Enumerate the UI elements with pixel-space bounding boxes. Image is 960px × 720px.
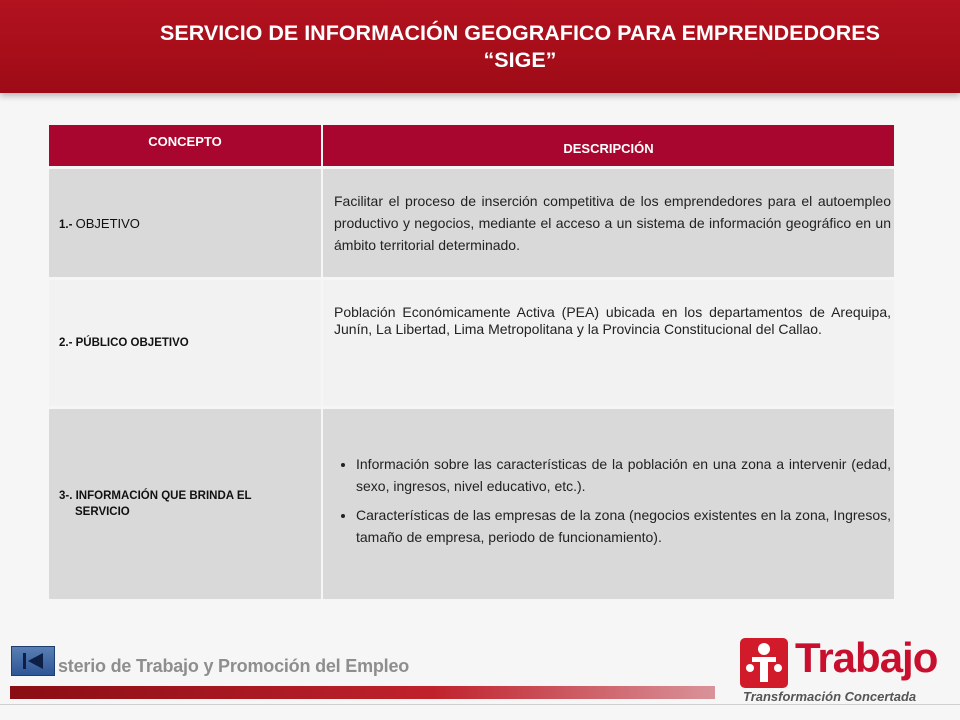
concept-label: OBJETIVO <box>75 215 140 231</box>
logo-word: Trabajo <box>795 634 938 681</box>
table-row <box>49 168 895 279</box>
concept-number: 1.- <box>59 218 73 231</box>
description-cell: Población Económicamente Activa (PEA) ubicada en los departamentos de Arequipa, Junín, La Libertad, Lima Metropolitana y la Provincia Constitucional del Callao. <box>322 279 895 408</box>
ministry-name: sterio de Trabajo y Promoción del Empleo <box>58 656 410 676</box>
title-line-1: SERVICIO DE INFORMACIÓN GEOGRAFICO PARA EMPRENDEDORES <box>160 21 880 45</box>
header-description: DESCRIPCIÓN <box>322 125 895 168</box>
list-item: • Características de las empresas de la zona (negocios existentes en la zona, Ingresos, tamaño de empresa, periodo de funcionamiento). <box>356 504 891 548</box>
title-line-2: “SIGE” <box>483 48 557 72</box>
concept-cell <box>49 408 322 599</box>
footer-thin-line <box>0 704 960 705</box>
concept-line-2: SERVICIO <box>75 505 130 518</box>
logo-subtitle: Transformación Concertada <box>743 689 917 704</box>
first-slide-button[interactable] <box>11 646 55 676</box>
concept-line-1: 3-. INFORMACIÓN QUE BRINDA EL <box>59 489 252 502</box>
info-table <box>49 125 896 599</box>
concept-cell: 2.- PÚBLICO OBJETIVO <box>49 279 322 408</box>
trabajo-logo-icon <box>740 638 788 688</box>
page-title <box>60 20 960 74</box>
description-cell: Facilitar el proceso de inserción competitiva de los emprendedores para el autoempleo productivo y negocios, mediante el acceso a un sistema de información geográfico en un ámbito territorial determinado. <box>322 168 895 279</box>
header-concept: CONCEPTO <box>49 125 322 168</box>
header-bar <box>0 0 960 93</box>
concept-cell <box>49 168 322 279</box>
first-slide-icon <box>22 652 46 670</box>
table-row <box>49 279 895 408</box>
footer-divider <box>10 686 715 699</box>
description-cell <box>322 408 895 599</box>
table-row <box>49 408 895 599</box>
list-item: • Información sobre las características de la población en una zona a intervenir (edad, sexo, ingresos, nivel educativo, etc.). <box>356 453 891 497</box>
bullet-list <box>334 453 891 548</box>
